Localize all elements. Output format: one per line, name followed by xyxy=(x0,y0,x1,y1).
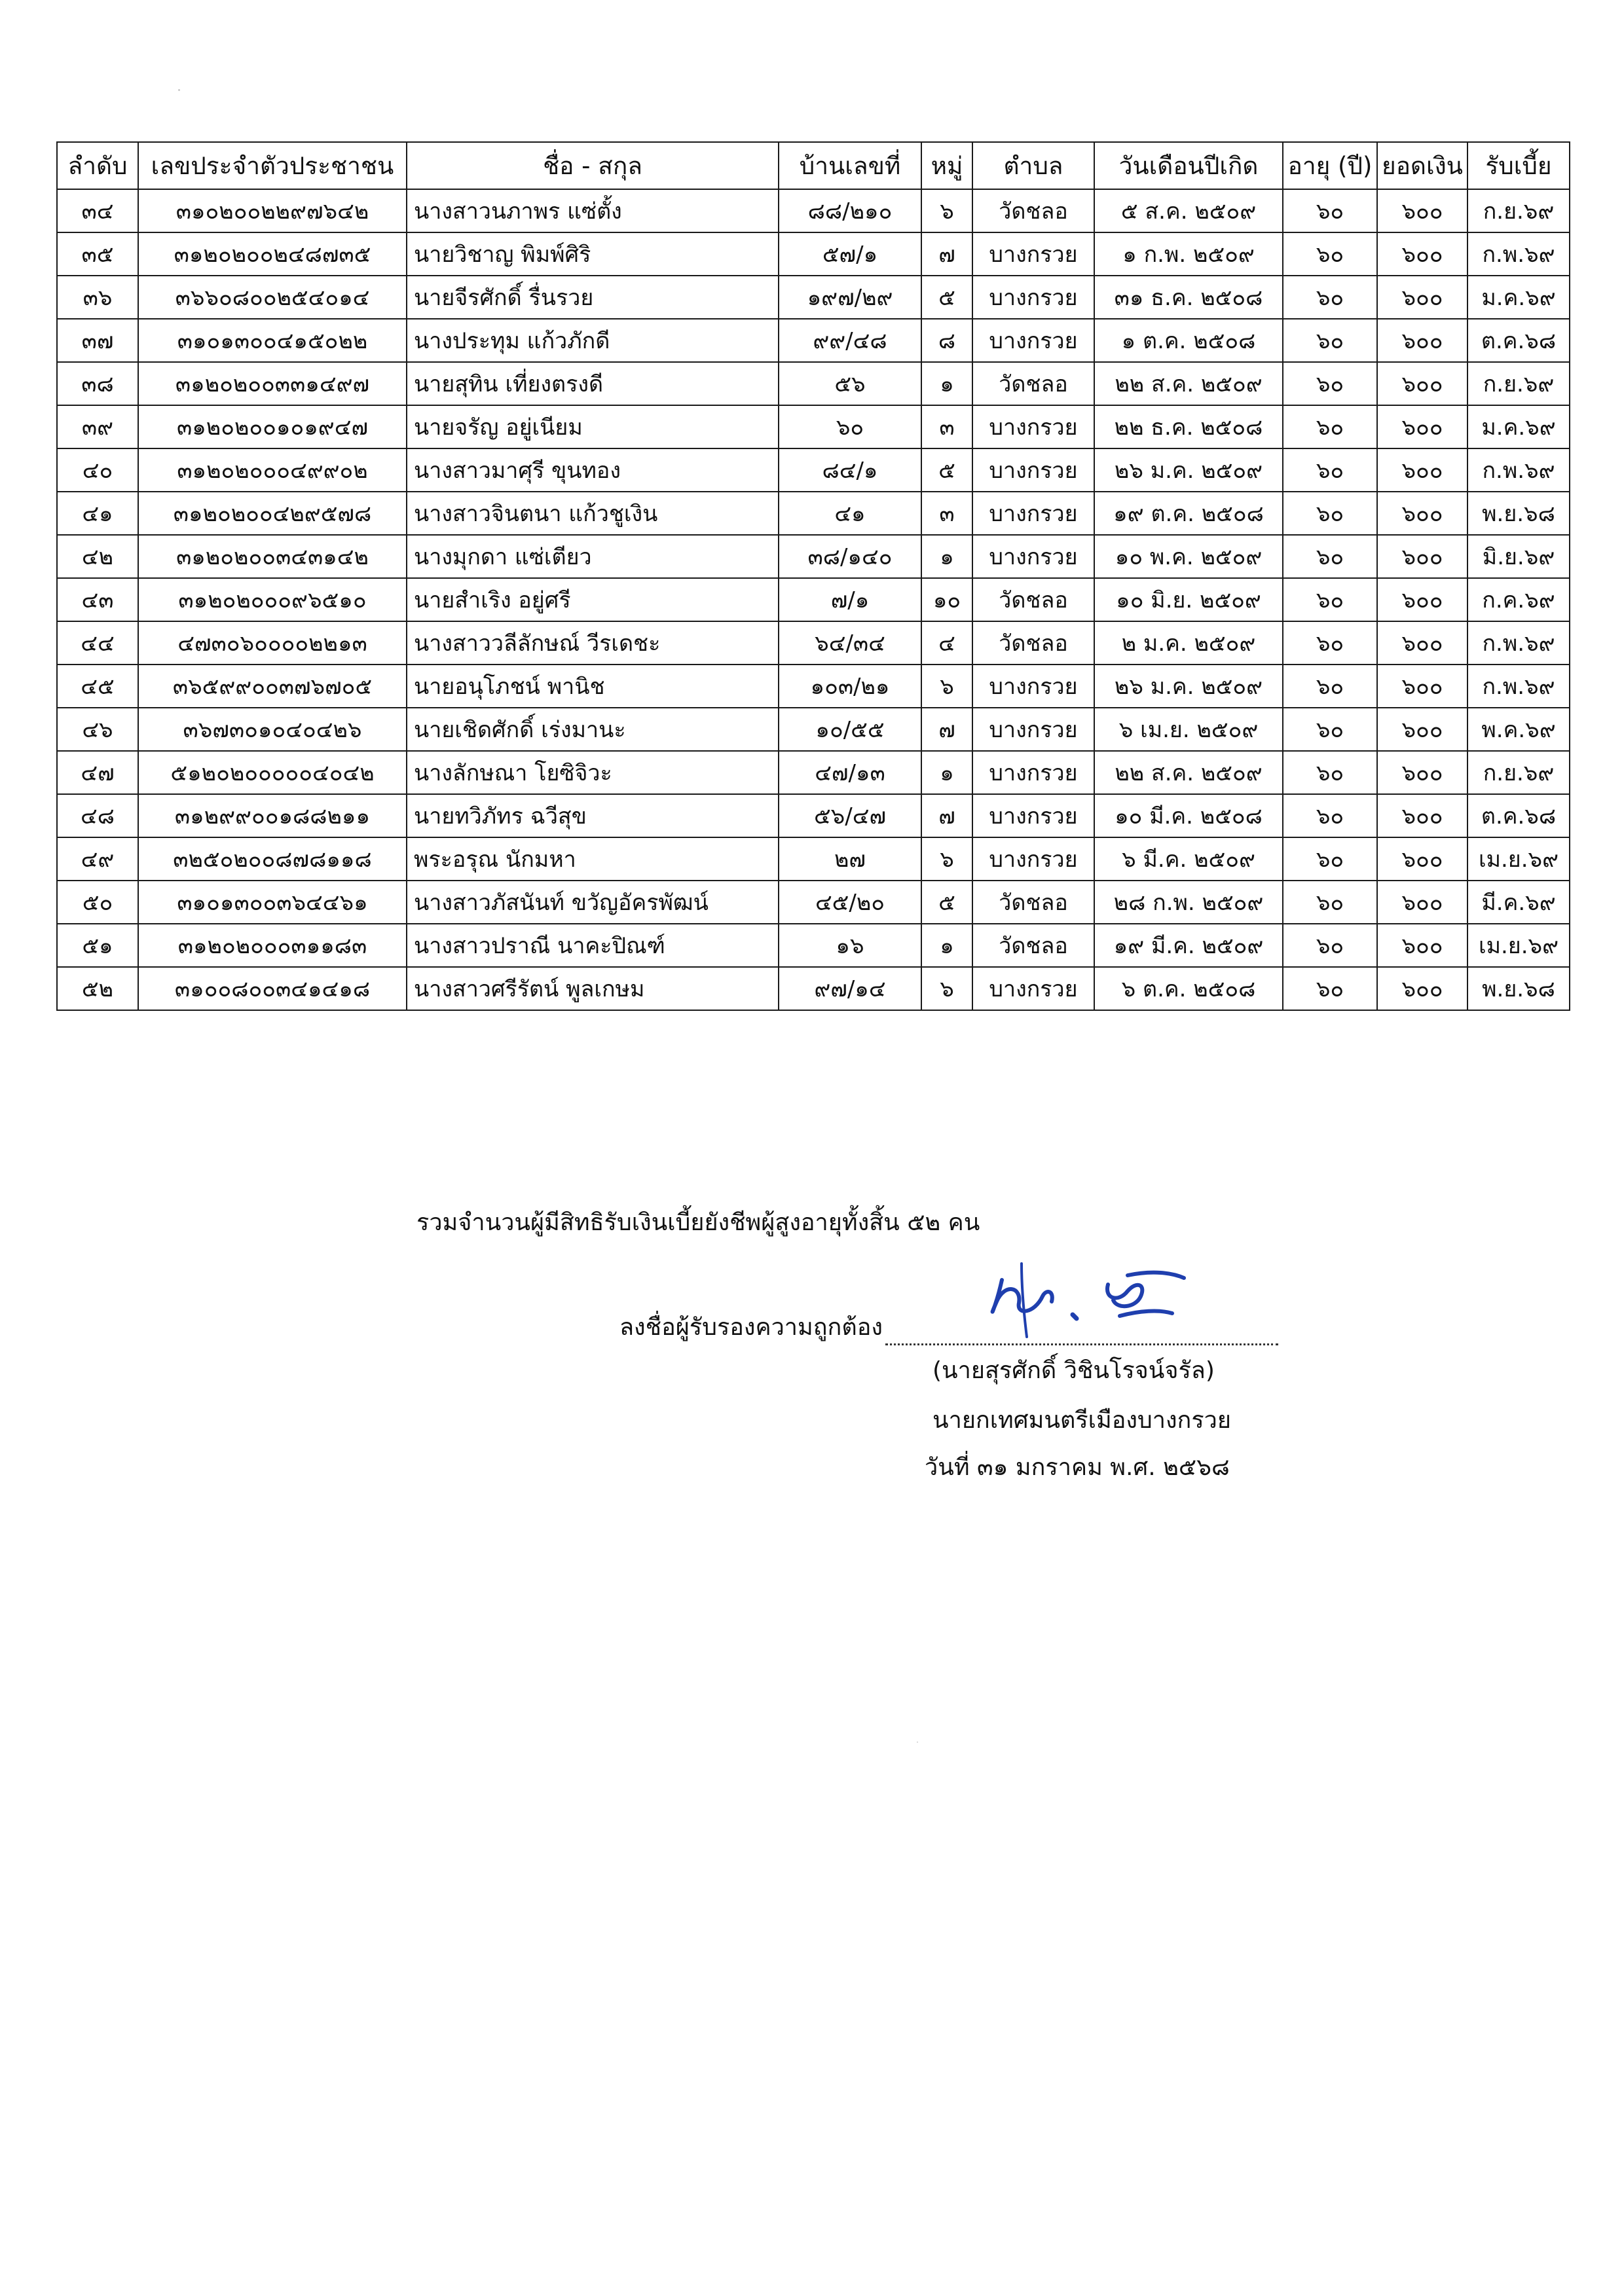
cell-citizen-id: ๓๒๕๐๒๐๐๘๗๘๑๑๘ xyxy=(138,837,407,881)
cell-full-name: นายจรัญ อยู่เนียม xyxy=(407,405,779,448)
table-body xyxy=(57,189,1570,1010)
cell-village-no: ๖ xyxy=(921,665,972,708)
cell-payment-start: ต.ค.๖๘ xyxy=(1467,794,1570,837)
cell-amount: ๖๐๐ xyxy=(1377,794,1467,837)
cell-age: ๖๐ xyxy=(1283,448,1377,492)
column-header-subdistrict: ตำบล xyxy=(972,142,1094,189)
table-row xyxy=(57,362,1570,405)
cell-seq-no: ๕๐ xyxy=(57,881,138,924)
cell-age: ๖๐ xyxy=(1283,578,1377,621)
table-row xyxy=(57,881,1570,924)
cell-citizen-id: ๓๑๐๑๓๐๐๓๖๔๔๖๑ xyxy=(138,881,407,924)
cell-house-number: ๔๕/๒๐ xyxy=(779,881,921,924)
cell-village-no: ๗ xyxy=(921,708,972,751)
cell-village-no: ๖ xyxy=(921,967,972,1010)
sign-date: วันที่ ๓๑ มกราคม พ.ศ. ๒๕๖๘ xyxy=(925,1454,1230,1481)
cell-village-no: ๑ xyxy=(921,924,972,967)
cell-amount: ๖๐๐ xyxy=(1377,924,1467,967)
signer-name: (นายสุรศักดิ์ วิชินโรจน์จรัล) xyxy=(932,1357,1215,1384)
cell-citizen-id: ๓๑๒๐๒๐๐๑๐๑๙๔๗ xyxy=(138,405,407,448)
cell-amount: ๖๐๐ xyxy=(1377,232,1467,276)
cell-payment-start: ก.พ.๖๙ xyxy=(1467,621,1570,665)
cell-citizen-id: ๓๖๖๐๘๐๐๒๕๔๐๑๔ xyxy=(138,276,407,319)
cell-seq-no: ๔๕ xyxy=(57,665,138,708)
cell-birth-date: ๓๑ ธ.ค. ๒๕๐๘ xyxy=(1094,276,1283,319)
table-row xyxy=(57,492,1570,535)
cell-birth-date: ๑๙ ต.ค. ๒๕๐๘ xyxy=(1094,492,1283,535)
cell-subdistrict: บางกรวย xyxy=(972,967,1094,1010)
cell-village-no: ๖ xyxy=(921,837,972,881)
cell-citizen-id: ๓๑๒๐๒๐๐๐๔๙๙๐๒ xyxy=(138,448,407,492)
signer-title: นายกเทศมนตรีเมืองบางกรวย xyxy=(932,1407,1231,1434)
cell-full-name: นางมุกดา แซ่เตียว xyxy=(407,535,779,578)
cell-subdistrict: บางกรวย xyxy=(972,794,1094,837)
cell-village-no: ๕ xyxy=(921,276,972,319)
column-header-birth-date: วันเดือนปีเกิด xyxy=(1094,142,1283,189)
cell-house-number: ๖๐ xyxy=(779,405,921,448)
cell-village-no: ๑ xyxy=(921,535,972,578)
cell-amount: ๖๐๐ xyxy=(1377,319,1467,362)
cell-village-no: ๕ xyxy=(921,881,972,924)
cell-seq-no: ๕๒ xyxy=(57,967,138,1010)
cell-age: ๖๐ xyxy=(1283,924,1377,967)
table-row xyxy=(57,535,1570,578)
cell-payment-start: มี.ค.๖๙ xyxy=(1467,881,1570,924)
cell-subdistrict: บางกรวย xyxy=(972,751,1094,794)
cell-amount: ๖๐๐ xyxy=(1377,665,1467,708)
cell-age: ๖๐ xyxy=(1283,189,1377,232)
cell-payment-start: ก.พ.๖๙ xyxy=(1467,665,1570,708)
cell-amount: ๖๐๐ xyxy=(1377,276,1467,319)
cell-seq-no: ๓๕ xyxy=(57,232,138,276)
cell-subdistrict: บางกรวย xyxy=(972,276,1094,319)
cell-seq-no: ๔๒ xyxy=(57,535,138,578)
cell-amount: ๖๐๐ xyxy=(1377,967,1467,1010)
column-header-age: อายุ (ปี) xyxy=(1283,142,1377,189)
cell-village-no: ๓ xyxy=(921,492,972,535)
cell-house-number: ๔๑ xyxy=(779,492,921,535)
cell-subdistrict: บางกรวย xyxy=(972,492,1094,535)
cell-house-number: ๕๗/๑ xyxy=(779,232,921,276)
cell-birth-date: ๑๐ พ.ค. ๒๕๐๙ xyxy=(1094,535,1283,578)
table-row xyxy=(57,924,1570,967)
cell-house-number: ๘๔/๑ xyxy=(779,448,921,492)
cell-age: ๖๐ xyxy=(1283,708,1377,751)
cell-subdistrict: บางกรวย xyxy=(972,665,1094,708)
column-header-amount: ยอดเงิน xyxy=(1377,142,1467,189)
cell-payment-start: ก.พ.๖๙ xyxy=(1467,448,1570,492)
cell-subdistrict: บางกรวย xyxy=(972,405,1094,448)
cell-village-no: ๗ xyxy=(921,794,972,837)
cell-age: ๖๐ xyxy=(1283,405,1377,448)
cell-full-name: นางประทุม แก้วภักดี xyxy=(407,319,779,362)
cell-payment-start: เม.ย.๖๙ xyxy=(1467,924,1570,967)
table-row xyxy=(57,319,1570,362)
cell-citizen-id: ๓๖๕๙๙๐๐๓๗๖๗๐๕ xyxy=(138,665,407,708)
cell-amount: ๖๐๐ xyxy=(1377,751,1467,794)
cell-payment-start: ม.ค.๖๙ xyxy=(1467,405,1570,448)
cell-full-name: นายสำเริง อยู่ศรี xyxy=(407,578,779,621)
cell-citizen-id: ๓๑๒๐๒๐๐๔๒๙๕๗๘ xyxy=(138,492,407,535)
cell-age: ๖๐ xyxy=(1283,232,1377,276)
scan-speck xyxy=(917,1741,918,1743)
cell-citizen-id: ๓๑๒๐๒๐๐๓๓๑๔๙๗ xyxy=(138,362,407,405)
cell-birth-date: ๑๙ มี.ค. ๒๕๐๙ xyxy=(1094,924,1283,967)
cell-seq-no: ๔๐ xyxy=(57,448,138,492)
cell-subdistrict: บางกรวย xyxy=(972,837,1094,881)
table-row xyxy=(57,232,1570,276)
cell-seq-no: ๔๓ xyxy=(57,578,138,621)
table-row xyxy=(57,794,1570,837)
cell-subdistrict: วัดชลอ xyxy=(972,621,1094,665)
cell-payment-start: ม.ค.๖๙ xyxy=(1467,276,1570,319)
cell-full-name: นายทวิภัทร ฉวีสุข xyxy=(407,794,779,837)
cell-village-no: ๑ xyxy=(921,362,972,405)
cell-subdistrict: วัดชลอ xyxy=(972,189,1094,232)
cell-house-number: ๙๙/๔๘ xyxy=(779,319,921,362)
cell-birth-date: ๒๒ ส.ค. ๒๕๐๙ xyxy=(1094,362,1283,405)
cell-village-no: ๓ xyxy=(921,405,972,448)
cell-subdistrict: บางกรวย xyxy=(972,708,1094,751)
cell-age: ๖๐ xyxy=(1283,621,1377,665)
cell-citizen-id: ๓๑๐๒๐๐๒๒๙๗๖๔๒ xyxy=(138,189,407,232)
cell-citizen-id: ๓๑๒๙๙๐๐๑๘๘๒๑๑ xyxy=(138,794,407,837)
cell-age: ๖๐ xyxy=(1283,492,1377,535)
cell-full-name: นางสาวจินตนา แก้วชูเงิน xyxy=(407,492,779,535)
signature-stroke xyxy=(1022,1264,1027,1337)
cell-age: ๖๐ xyxy=(1283,794,1377,837)
cell-age: ๖๐ xyxy=(1283,967,1377,1010)
cell-birth-date: ๑๐ มี.ค. ๒๕๐๘ xyxy=(1094,794,1283,837)
cell-house-number: ๙๗/๑๔ xyxy=(779,967,921,1010)
cell-birth-date: ๑ ต.ค. ๒๕๐๘ xyxy=(1094,319,1283,362)
cell-birth-date: ๒๒ ส.ค. ๒๕๐๙ xyxy=(1094,751,1283,794)
cell-birth-date: ๑ ก.พ. ๒๕๐๙ xyxy=(1094,232,1283,276)
cell-house-number: ๓๘/๑๔๐ xyxy=(779,535,921,578)
column-header-payment-start: รับเบี้ย xyxy=(1467,142,1570,189)
table-row xyxy=(57,405,1570,448)
cell-full-name: นางสาวภัสนันท์ ขวัญอัครพัฒน์ xyxy=(407,881,779,924)
column-header-seq-no: ลำดับ xyxy=(57,142,138,189)
cell-birth-date: ๖ มี.ค. ๒๕๐๙ xyxy=(1094,837,1283,881)
cell-house-number: ๑๐/๕๕ xyxy=(779,708,921,751)
column-header-citizen-id: เลขประจำตัวประชาชน xyxy=(138,142,407,189)
cell-amount: ๖๐๐ xyxy=(1377,578,1467,621)
cell-citizen-id: ๓๑๒๐๒๐๐๐๙๖๕๑๐ xyxy=(138,578,407,621)
cell-amount: ๖๐๐ xyxy=(1377,189,1467,232)
table-row xyxy=(57,189,1570,232)
summary-text: รวมจำนวนผู้มีสิทธิรับเงินเบี้ยยังชีพผู้สูงอายุทั้งสิ้น ๕๒ คน xyxy=(416,1209,980,1236)
cell-citizen-id: ๕๑๒๐๒๐๐๐๐๐๔๐๔๒ xyxy=(138,751,407,794)
signature-stroke xyxy=(1073,1315,1077,1319)
cell-village-no: ๖ xyxy=(921,189,972,232)
cell-seq-no: ๔๙ xyxy=(57,837,138,881)
cell-seq-no: ๔๔ xyxy=(57,621,138,665)
cell-house-number: ๘๘/๒๑๐ xyxy=(779,189,921,232)
cell-subdistrict: บางกรวย xyxy=(972,319,1094,362)
cell-amount: ๖๐๐ xyxy=(1377,492,1467,535)
cell-age: ๖๐ xyxy=(1283,276,1377,319)
cell-amount: ๖๐๐ xyxy=(1377,621,1467,665)
cell-citizen-id: ๓๑๒๐๒๐๐๐๓๑๑๘๓ xyxy=(138,924,407,967)
cell-payment-start: มิ.ย.๖๙ xyxy=(1467,535,1570,578)
cell-age: ๖๐ xyxy=(1283,665,1377,708)
cell-amount: ๖๐๐ xyxy=(1377,535,1467,578)
cell-birth-date: ๒๒ ธ.ค. ๒๕๐๘ xyxy=(1094,405,1283,448)
cell-full-name: นางสาวนภาพร แซ่ตั้ง xyxy=(407,189,779,232)
cell-village-no: ๑๐ xyxy=(921,578,972,621)
table-row xyxy=(57,665,1570,708)
cell-subdistrict: บางกรวย xyxy=(972,232,1094,276)
beneficiary-table xyxy=(56,141,1570,1011)
table-row xyxy=(57,276,1570,319)
cell-age: ๖๐ xyxy=(1283,751,1377,794)
cell-full-name: นางสาววลีลักษณ์ วีรเดชะ xyxy=(407,621,779,665)
cell-village-no: ๕ xyxy=(921,448,972,492)
cell-full-name: นายสุทิน เที่ยงตรงดี xyxy=(407,362,779,405)
cell-age: ๖๐ xyxy=(1283,362,1377,405)
signature-stroke xyxy=(1107,1273,1184,1316)
cell-birth-date: ๖ ต.ค. ๒๕๐๘ xyxy=(1094,967,1283,1010)
column-header-house-number: บ้านเลขที่ xyxy=(779,142,921,189)
cell-house-number: ๕๖/๔๗ xyxy=(779,794,921,837)
cell-birth-date: ๖ เม.ย. ๒๕๐๙ xyxy=(1094,708,1283,751)
cell-house-number: ๑๙๗/๒๙ xyxy=(779,276,921,319)
cell-amount: ๖๐๐ xyxy=(1377,448,1467,492)
cell-citizen-id: ๓๖๗๓๐๑๐๔๐๔๒๖ xyxy=(138,708,407,751)
cell-subdistrict: บางกรวย xyxy=(972,448,1094,492)
certification-label: ลงชื่อผู้รับรองความถูกต้อง xyxy=(619,1314,883,1341)
cell-citizen-id: ๓๑๐๑๓๐๐๔๑๕๐๒๒ xyxy=(138,319,407,362)
cell-subdistrict: วัดชลอ xyxy=(972,362,1094,405)
table-header xyxy=(57,142,1570,189)
cell-seq-no: ๓๖ xyxy=(57,276,138,319)
cell-village-no: ๔ xyxy=(921,621,972,665)
cell-seq-no: ๔๗ xyxy=(57,751,138,794)
cell-citizen-id: ๓๑๐๐๘๐๐๓๔๑๔๑๘ xyxy=(138,967,407,1010)
scan-speck xyxy=(178,89,180,91)
cell-house-number: ๒๗ xyxy=(779,837,921,881)
cell-house-number: ๗/๑ xyxy=(779,578,921,621)
column-header-village-no: หมู่ xyxy=(921,142,972,189)
cell-citizen-id: ๓๑๒๐๒๐๐๒๔๘๗๓๕ xyxy=(138,232,407,276)
cell-payment-start: ต.ค.๖๘ xyxy=(1467,319,1570,362)
cell-seq-no: ๕๑ xyxy=(57,924,138,967)
cell-full-name: นางสาวมาศุรี ขุนทอง xyxy=(407,448,779,492)
table-row xyxy=(57,967,1570,1010)
cell-payment-start: ก.ย.๖๙ xyxy=(1467,362,1570,405)
cell-seq-no: ๔๖ xyxy=(57,708,138,751)
handwritten-signature xyxy=(956,1250,1205,1342)
cell-seq-no: ๓๔ xyxy=(57,189,138,232)
cell-house-number: ๔๗/๑๓ xyxy=(779,751,921,794)
cell-birth-date: ๑๐ มิ.ย. ๒๕๐๙ xyxy=(1094,578,1283,621)
cell-full-name: พระอรุณ นักมหา xyxy=(407,837,779,881)
cell-seq-no: ๓๙ xyxy=(57,405,138,448)
cell-birth-date: ๒ ม.ค. ๒๕๐๙ xyxy=(1094,621,1283,665)
cell-house-number: ๑๖ xyxy=(779,924,921,967)
cell-payment-start: ก.ย.๖๙ xyxy=(1467,751,1570,794)
cell-seq-no: ๔๘ xyxy=(57,794,138,837)
cell-birth-date: ๒๘ ก.พ. ๒๕๐๙ xyxy=(1094,881,1283,924)
cell-payment-start: ก.พ.๖๙ xyxy=(1467,232,1570,276)
cell-village-no: ๗ xyxy=(921,232,972,276)
cell-house-number: ๕๖ xyxy=(779,362,921,405)
cell-full-name: นายจีรศักดิ์ รื่นรวย xyxy=(407,276,779,319)
cell-subdistrict: บางกรวย xyxy=(972,535,1094,578)
cell-seq-no: ๓๘ xyxy=(57,362,138,405)
cell-full-name: นางลักษณา โยซิจิวะ xyxy=(407,751,779,794)
cell-amount: ๖๐๐ xyxy=(1377,708,1467,751)
table-row xyxy=(57,708,1570,751)
table-row xyxy=(57,751,1570,794)
cell-full-name: นายเชิดศักดิ์ เร่งมานะ xyxy=(407,708,779,751)
cell-full-name: นางสาวปราณี นาคะปิณฑ์ xyxy=(407,924,779,967)
cell-payment-start: ก.ค.๖๙ xyxy=(1467,578,1570,621)
cell-subdistrict: วัดชลอ xyxy=(972,881,1094,924)
table-row xyxy=(57,448,1570,492)
cell-subdistrict: วัดชลอ xyxy=(972,578,1094,621)
cell-payment-start: พ.ย.๖๘ xyxy=(1467,967,1570,1010)
cell-amount: ๖๐๐ xyxy=(1377,362,1467,405)
cell-payment-start: ก.ย.๖๙ xyxy=(1467,189,1570,232)
cell-payment-start: พ.ย.๖๘ xyxy=(1467,492,1570,535)
cell-age: ๖๐ xyxy=(1283,535,1377,578)
cell-village-no: ๑ xyxy=(921,751,972,794)
cell-age: ๖๐ xyxy=(1283,837,1377,881)
cell-house-number: ๑๐๓/๒๑ xyxy=(779,665,921,708)
cell-birth-date: ๕ ส.ค. ๒๕๐๙ xyxy=(1094,189,1283,232)
cell-amount: ๖๐๐ xyxy=(1377,405,1467,448)
table-row xyxy=(57,837,1570,881)
cell-seq-no: ๓๗ xyxy=(57,319,138,362)
cell-payment-start: พ.ค.๖๙ xyxy=(1467,708,1570,751)
cell-citizen-id: ๔๗๓๐๖๐๐๐๐๒๒๑๓ xyxy=(138,621,407,665)
table-row xyxy=(57,578,1570,621)
cell-age: ๖๐ xyxy=(1283,319,1377,362)
cell-amount: ๖๐๐ xyxy=(1377,881,1467,924)
cell-citizen-id: ๓๑๒๐๒๐๐๓๔๓๑๔๒ xyxy=(138,535,407,578)
cell-age: ๖๐ xyxy=(1283,881,1377,924)
cell-amount: ๖๐๐ xyxy=(1377,837,1467,881)
cell-village-no: ๘ xyxy=(921,319,972,362)
cell-full-name: นายอนุโภชน์ พานิช xyxy=(407,665,779,708)
cell-seq-no: ๔๑ xyxy=(57,492,138,535)
column-header-full-name: ชื่อ - สกุล xyxy=(407,142,779,189)
cell-birth-date: ๒๖ ม.ค. ๒๕๐๙ xyxy=(1094,448,1283,492)
cell-full-name: นายวิชาญ พิมพ์ศิริ xyxy=(407,232,779,276)
cell-full-name: นางสาวศรีรัตน์ พูลเกษม xyxy=(407,967,779,1010)
cell-house-number: ๖๔/๓๔ xyxy=(779,621,921,665)
cell-payment-start: เม.ย.๖๙ xyxy=(1467,837,1570,881)
table-row xyxy=(57,621,1570,665)
cell-birth-date: ๒๖ ม.ค. ๒๕๐๙ xyxy=(1094,665,1283,708)
cell-subdistrict: วัดชลอ xyxy=(972,924,1094,967)
header-row xyxy=(57,142,1570,189)
